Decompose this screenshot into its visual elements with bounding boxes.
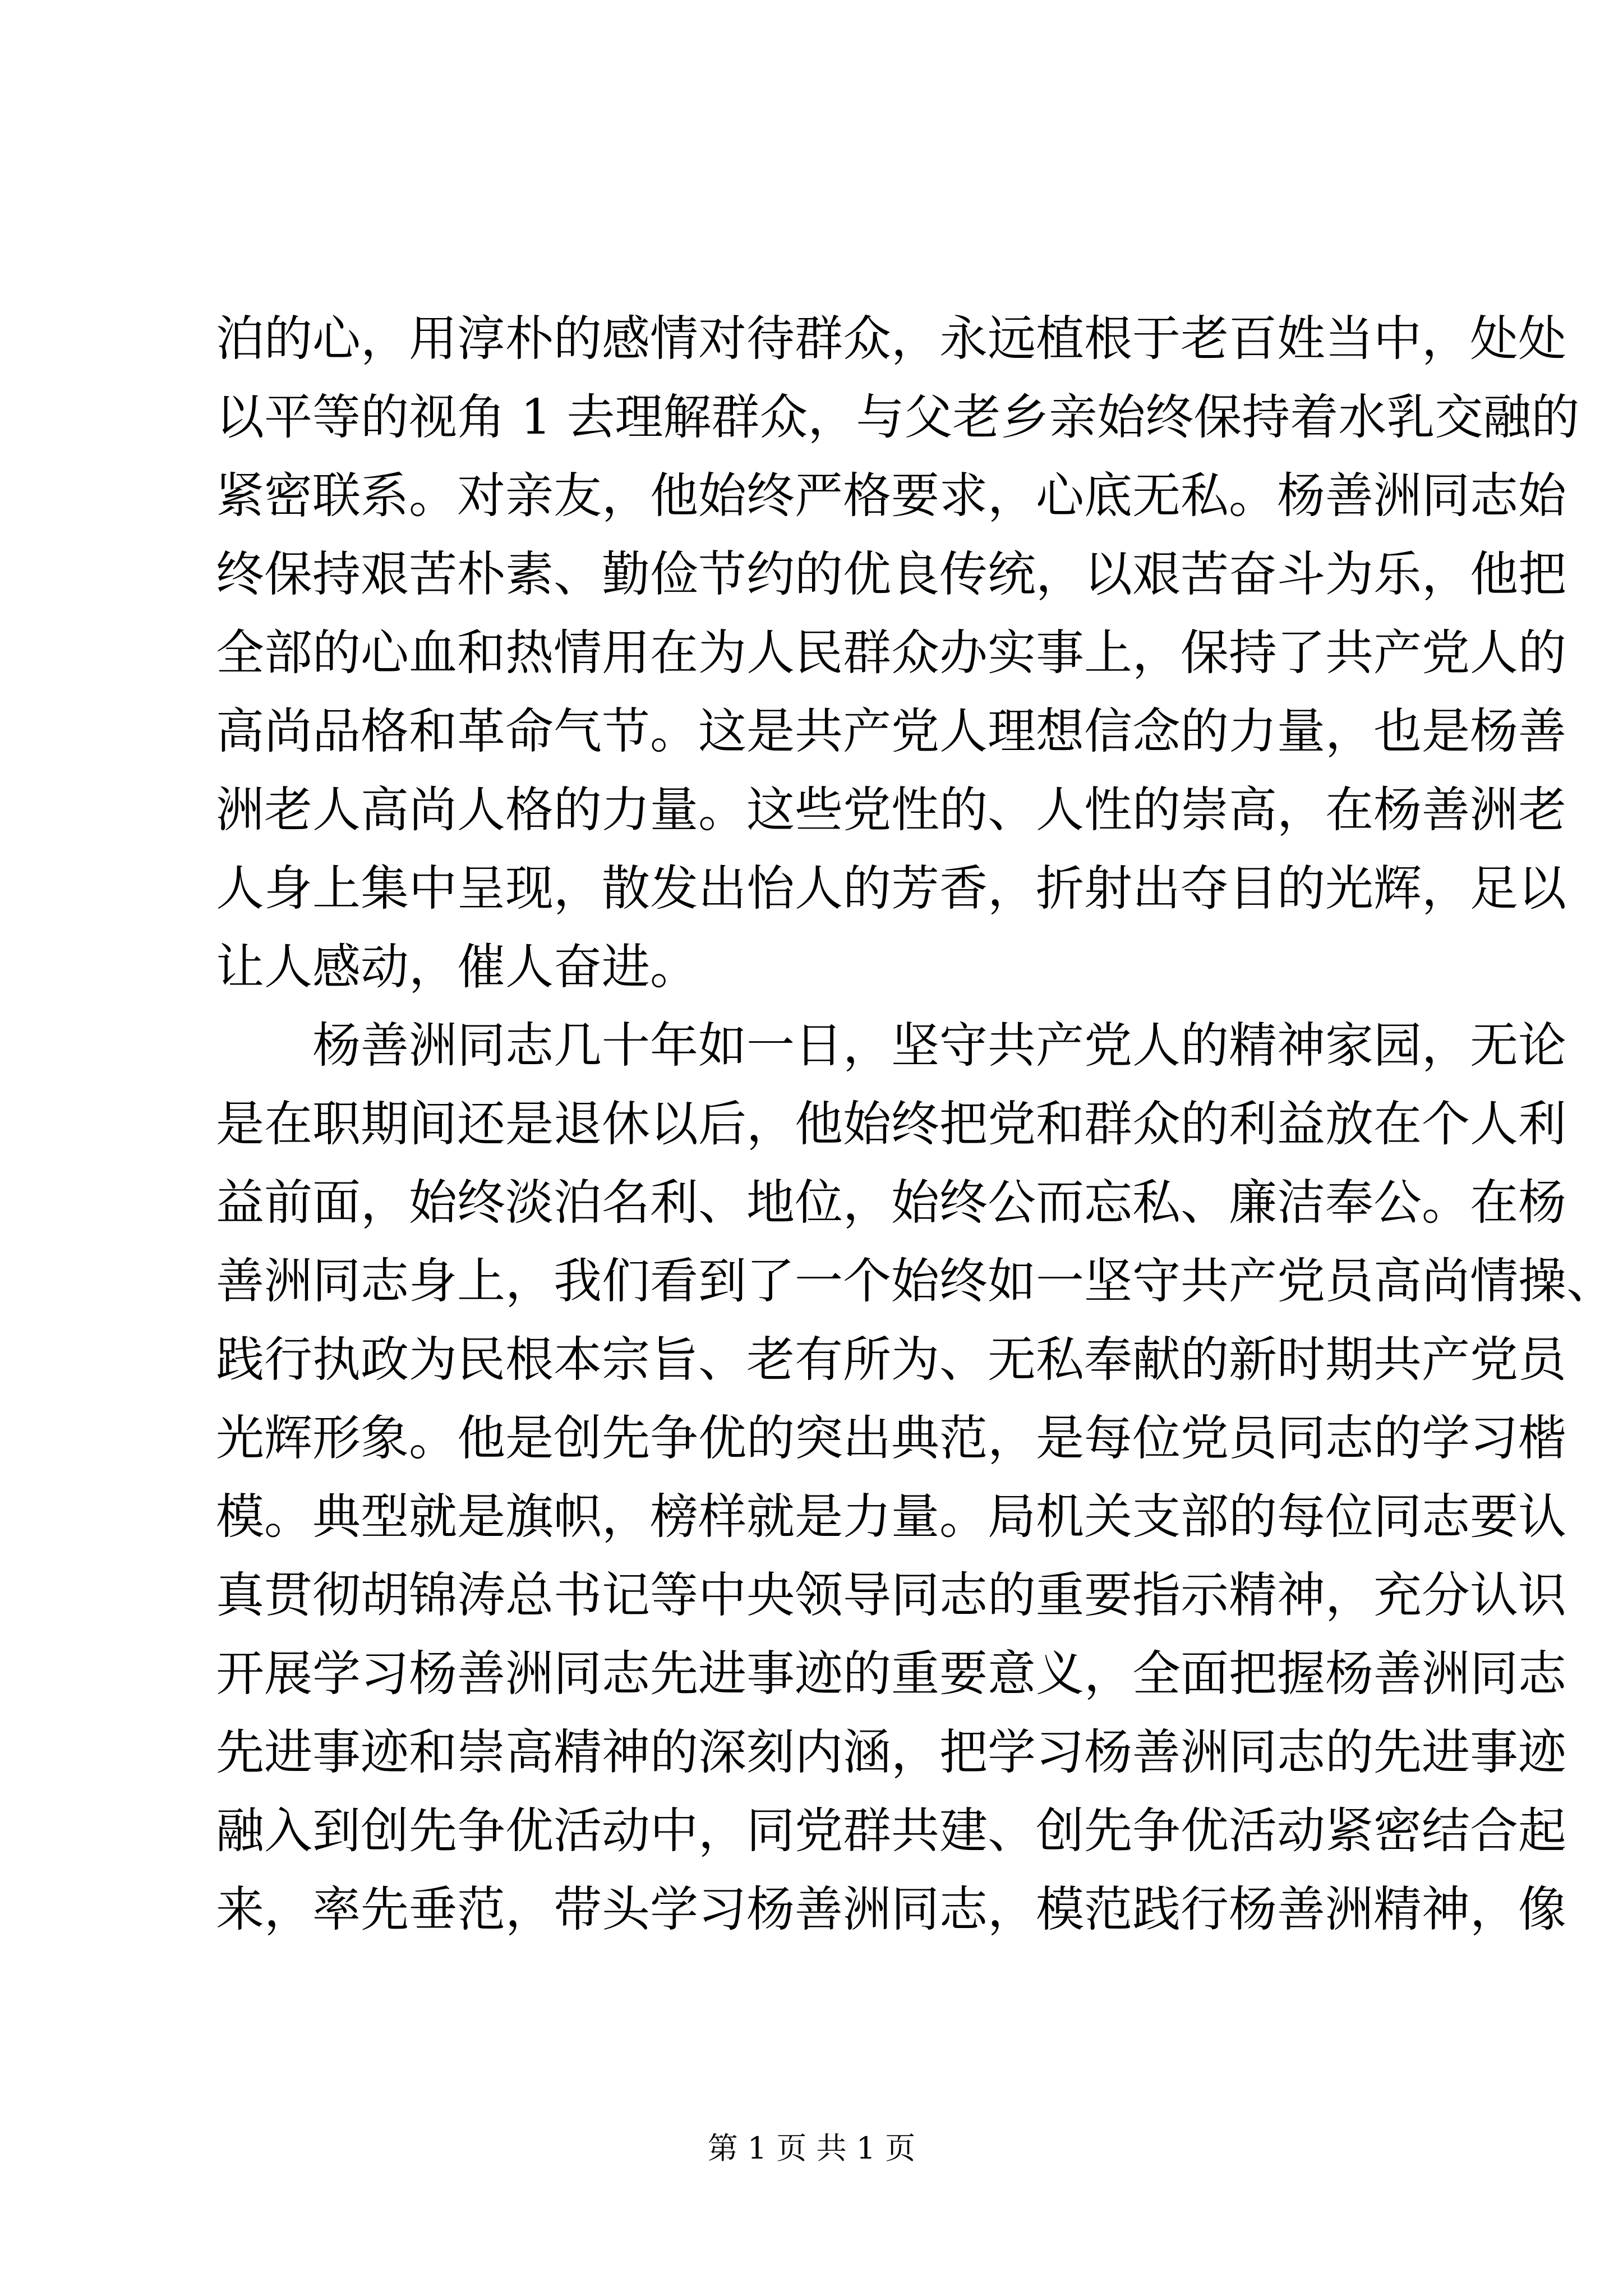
paragraph-1-line-7: 洲老人高尚人格的力量。这些党性的、人性的崇高，在杨善洲老 (216, 782, 1566, 838)
paragraph-1-line-2: 以平等的视角 1 去理解群众，与父老乡亲始终保持着水乳交融的 (216, 389, 1580, 445)
paragraph-2-line-1: 杨善洲同志几十年如一日，坚守共产党人的精神家园，无论 (312, 1018, 1566, 1074)
paragraph-1-line-9: 让人感动，催人奋进。 (216, 939, 698, 995)
paragraph-1-line-8: 人身上集中呈现，散发出怡人的芳香，折射出夺目的光辉，足以 (216, 861, 1566, 917)
paragraph-2-line-10: 先进事迹和崇高精神的深刻内涵，把学习杨善洲同志的先进事迹 (216, 1724, 1566, 1780)
paragraph-2-line-11: 融入到创先争优活动中，同党群共建、创先争优活动紧密结合起 (216, 1803, 1566, 1859)
paragraph-2-line-7: 模。典型就是旗帜，榜样就是力量。局机关支部的每位同志要认 (216, 1489, 1566, 1545)
paragraph-2-line-3: 益前面，始终淡泊名利、地位，始终公而忘私、廉洁奉公。在杨 (216, 1175, 1566, 1231)
paragraph-1-line-6: 高尚品格和革命气节。这是共产党人理想信念的力量，也是杨善 (216, 703, 1566, 760)
paragraph-2-line-6: 光辉形象。他是创先争优的突出典范，是每位党员同志的学习楷 (216, 1410, 1566, 1466)
paragraph-2-line-4: 善洲同志身上，我们看到了一个始终如一坚守共产党员高尚情操、 (216, 1253, 1615, 1309)
paragraph-2-line-2: 是在职期间还是退休以后，他始终把党和群众的利益放在个人利 (216, 1096, 1566, 1152)
paragraph-2-line-5: 践行执政为民根本宗旨、老有所为、无私奉献的新时期共产党员 (216, 1332, 1566, 1388)
paragraph-1-line-5: 全部的心血和热情用在为人民群众办实事上，保持了共产党人的 (216, 625, 1566, 681)
paragraph-2-line-12: 来，率先垂范，带头学习杨善洲同志，模范践行杨善洲精神，像 (216, 1881, 1566, 1938)
paragraph-2-line-8: 真贯彻胡锦涛总书记等中央领导同志的重要指示精神，充分认识 (216, 1567, 1566, 1623)
page-number-footer: 第 1 页 共 1 页 (707, 2131, 916, 2166)
paragraph-1-line-4: 终保持艰苦朴素、勤俭节约的优良传统，以艰苦奋斗为乐，他把 (216, 546, 1566, 602)
paragraph-1-line-3: 紧密联系。对亲友，他始终严格要求，心底无私。杨善洲同志始 (216, 468, 1566, 524)
paragraph-2-line-9: 开展学习杨善洲同志先进事迹的重要意义，全面把握杨善洲同志 (216, 1646, 1566, 1702)
paragraph-1-line-1: 泊的心，用淳朴的感情对待群众，永远植根于老百姓当中，处处 (216, 311, 1566, 367)
